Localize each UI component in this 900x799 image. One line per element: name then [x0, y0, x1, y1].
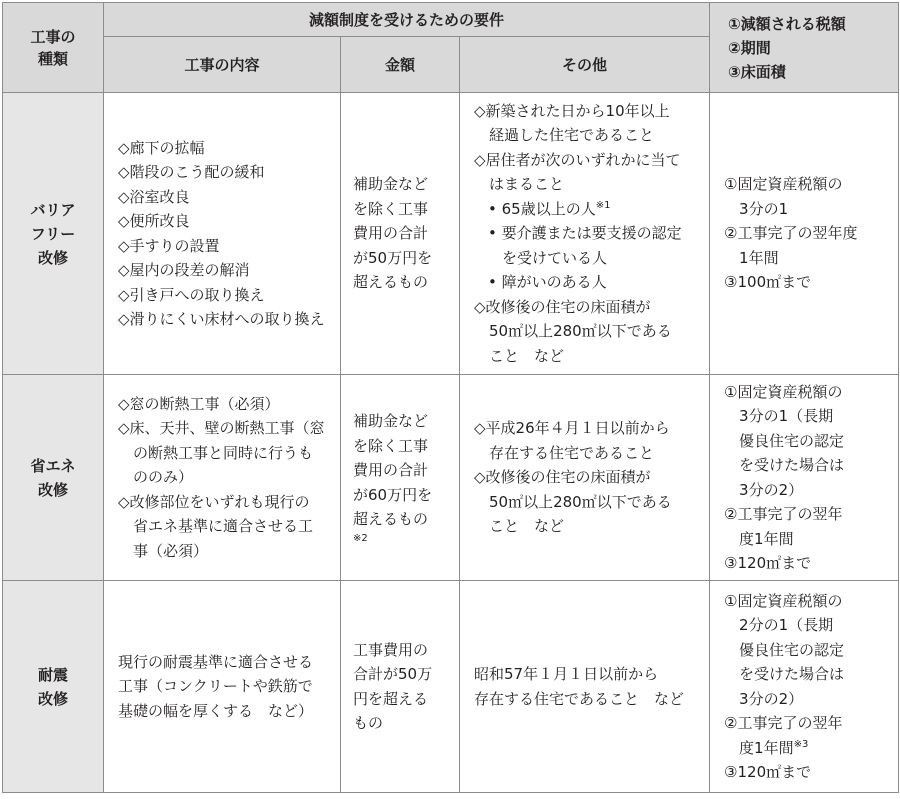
- result-cell: ①固定資産税額の 2分の1（長期 優良住宅の認定 を受けた場合は 3分の2） ②工事完了の翌年 度1年間$^{※3}$ ③120㎡まで: [710, 581, 899, 793]
- header-content: 工事の内容: [104, 37, 341, 93]
- header-type: 工事の 種類: [3, 3, 104, 93]
- amount-cell: 工事費用の 合計が50万 円を超える もの: [341, 581, 460, 793]
- other-cell: ◇新築された日から10年以上 経過した住宅であること ◇居住者が次のいずれかに当て はまること • 65歳以上の人$^{※1}$ • 要介護または要支援の認定 を受けている人 • 障がいのある人 ◇改修後の住宅の床面積が 50㎡以上280㎡以下である こと など: [460, 93, 710, 375]
- content-cell: 現行の耐震基準に適合させる 工事（コンクリートや鉄筋で 基礎の幅を厚くする など）: [104, 581, 341, 793]
- other-cell: 昭和57年１月１日以前から 存在する住宅であること など: [460, 581, 710, 793]
- table-row: [3, 375, 899, 581]
- type-barrier-free: バリア フリー 改修: [3, 93, 104, 375]
- content-cell: ◇窓の断熱工事（必須） ◇床、天井、壁の断熱工事（窓 の断熱工事と同時に行うも ののみ） ◇改修部位をいずれも現行の 省エネ基準に適合させる工 事（必須）: [104, 375, 341, 581]
- header-requirements: 減額制度を受けるための要件: [104, 3, 710, 37]
- result-cell: ①固定資産税額の 3分の1 ②工事完了の翌年度 1年間 ③100㎡まで: [710, 93, 899, 375]
- tax-reduction-table: [2, 2, 899, 793]
- header-other: その他: [460, 37, 710, 93]
- header-result: ①減額される税額 ②期間 ③床面積: [710, 3, 899, 93]
- type-seismic: 耐震 改修: [3, 581, 104, 793]
- table-row: [3, 93, 899, 375]
- amount-cell: 補助金など を除く工事 費用の合計 が60万円を 超えるもの ※2: [341, 375, 460, 581]
- amount-cell: 補助金など を除く工事 費用の合計 が50万円を 超えるもの: [341, 93, 460, 375]
- table-row: [3, 581, 899, 793]
- type-energy-saving: 省エネ 改修: [3, 375, 104, 581]
- other-cell: ◇平成26年４月１日以前から 存在する住宅であること ◇改修後の住宅の床面積が 50㎡以上280㎡以下である こと など: [460, 375, 710, 581]
- result-cell: ①固定資産税額の 3分の1（長期 優良住宅の認定 を受けた場合は 3分の2） ②工事完了の翌年 度1年間 ③120㎡まで: [710, 375, 899, 581]
- content-cell: ◇廊下の拡幅 ◇階段のこう配の緩和 ◇浴室改良 ◇便所改良 ◇手すりの設置 ◇屋内の段差の解消 ◇引き戸への取り換え ◇滑りにくい床材への取り換え: [104, 93, 341, 375]
- header-amount: 金額: [341, 37, 460, 93]
